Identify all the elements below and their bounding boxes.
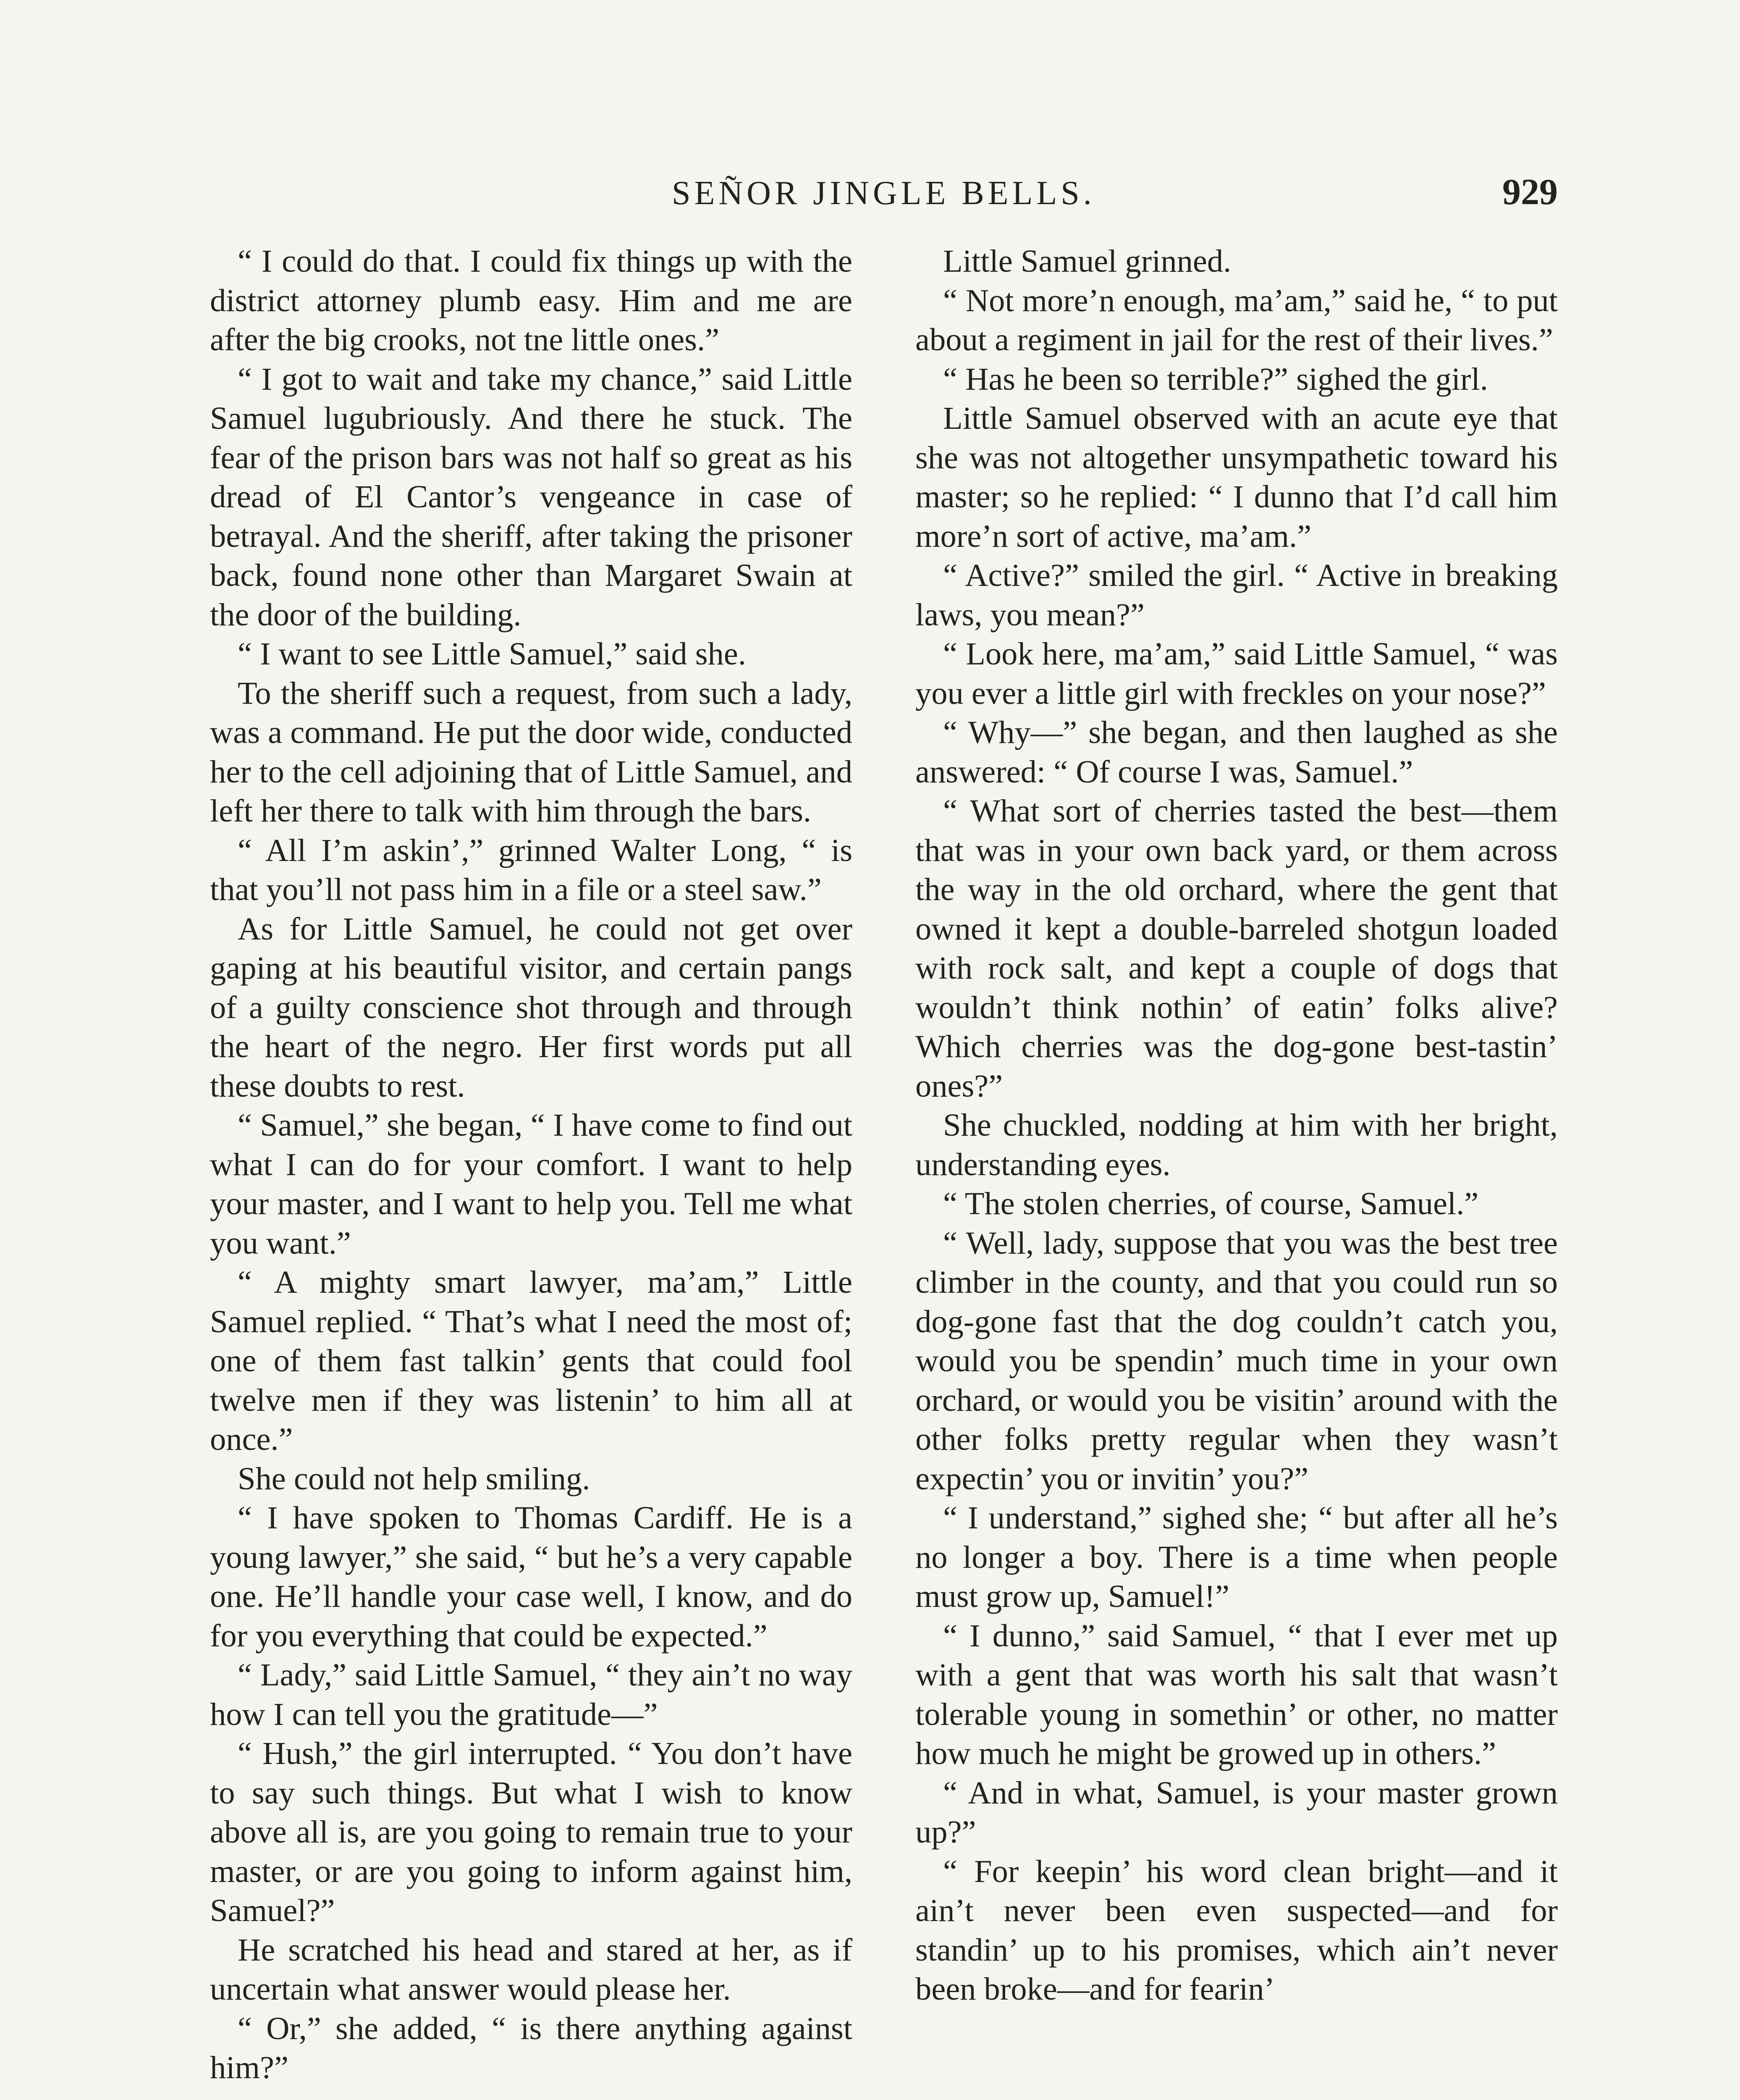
paragraph: “ Active?” smiled the girl. “ Active in breaking laws, you mean?”: [915, 557, 1558, 633]
paragraph: Little Samuel observed with an acute eye that she was not altogether unsympathetic toward his master; so he replied: “ I dunno that I’d call him more’n sort of active, ma’am.”: [915, 400, 1558, 554]
paragraph: “ I could do that. I could fix things up with the district attorney plumb easy. Him and me are after the big crooks, not tne little ones.”: [210, 243, 852, 357]
paragraph: “ I have spoken to Thomas Cardiff. He is a young lawyer,” she said, “ but he’s a very capable one. He’ll handle your case well, I know, and do for you everything that could be expected.”: [210, 1500, 852, 1654]
paragraph: To the sheriff such a request, from such a lady, was a command. He put the door wide, conducted her to the cell adjoining that of Little Samuel, and left her there to talk with him through the bars.: [210, 675, 852, 829]
paragraph: “ What sort of cherries tasted the best—them that was in your own back yard, or them across the way in the old orchard, where the gent that owned it kept a double-barreled shotgun loaded with rock salt, and kept a couple of dogs that wouldn’t think nothin’ of eatin’ folks alive? Which cherries was the dog-gone best-tastin’ ones?”: [915, 793, 1558, 1104]
paragraph: “ I want to see Little Samuel,” said she.: [238, 636, 746, 672]
paragraph: “ Look here, ma’am,” said Little Samuel, “ was you ever a little girl with freckles on your nose?”: [915, 636, 1558, 711]
paragraph: “ For keepin’ his word clean bright—and it ain’t never been even suspected—and for standin’ up to his promises, which ain’t never been broke—and for fearin’: [915, 1853, 1558, 2007]
paragraph: “ Why—” she began, and then laughed as she answered: “ Of course I was, Samuel.”: [915, 714, 1558, 790]
paragraph: “ Not more’n enough, ma’am,” said he, “ to put about a regiment in jail for the rest of their lives.”: [915, 282, 1558, 357]
paragraph: “ The stolen cherries, of course, Samuel.”: [943, 1186, 1479, 1221]
page-header: [210, 172, 1558, 223]
paragraph: “ I understand,” sighed she; “ but after all he’s no longer a boy. There is a time when people must grow up, Samuel!”: [915, 1500, 1558, 1614]
paragraph: She could not help smiling.: [238, 1460, 590, 1496]
paragraph: As for Little Samuel, he could not get over gaping at his beautiful visitor, and certain pangs of a guilty conscience shot through and through the heart of the negro. Her first words put all these doubts to rest.: [210, 911, 852, 1104]
paragraph: “ Samuel,” she began, “ I have come to find out what I can do for your comfort. I want to help your master, and I want to help you. Tell me what you want.”: [210, 1107, 852, 1261]
paragraph: “ I got to wait and take my chance,” said Little Samuel lugubriously. And there he stuck. The fear of the prison bars was not half so great as his dread of El Cantor’s vengeance in case of betrayal. And the sheriff, after taking the prisoner back, found none other than Margaret Swain at the door of the building.: [210, 361, 852, 633]
paragraph: She chuckled, nodding at him with her bright, understanding eyes.: [915, 1107, 1558, 1182]
paragraph: “ Has he been so terrible?” sighed the girl.: [943, 361, 1488, 397]
paragraph: “ All I’m askin’,” grinned Walter Long, “ is that you’ll not pass him in a file or a steel saw.”: [210, 832, 852, 907]
paragraph: “ Or,” she added, “ is there anything against him?”: [210, 2010, 852, 2085]
running-title: SEÑOR JINGLE BELLS.: [672, 175, 1095, 212]
right-column: [915, 242, 1558, 2009]
paragraph: He scratched his head and stared at her, as if uncertain what answer would please her.: [210, 1932, 852, 2007]
paragraph: “ Hush,” the girl interrupted. “ You don’t have to say such things. But what I wish to know above all is, are you going to remain true to your master, or are you going to inform against him, Samuel?”: [210, 1735, 852, 1928]
left-column: [210, 242, 852, 2087]
paragraph: Little Samuel grinned.: [943, 243, 1232, 279]
paragraph: “ And in what, Samuel, is your master grown up?”: [915, 1774, 1558, 1850]
paragraph: “ A mighty smart lawyer, ma’am,” Little Samuel replied. “ That’s what I need the most of; one of them fast talkin’ gents that could fool twelve men if they was listenin’ to him all at once.”: [210, 1264, 852, 1457]
page-number: 929: [1502, 172, 1558, 213]
paragraph: “ Lady,” said Little Samuel, “ they ain’t no way how I can tell you the gratitude—”: [210, 1657, 852, 1732]
paragraph: “ I dunno,” said Samuel, “ that I ever met up with a gent that was worth his salt that wasn’t tolerable young in somethin’ or other, no matter how much he might be growed up in others.”: [915, 1617, 1558, 1771]
paragraph: “ Well, lady, suppose that you was the best tree climber in the county, and that you could run so dog-gone fast that the dog couldn’t catch you, would you be spendin’ much time in your own orchard, or would you be visitin’ around with the other folks pretty regular when they wasn’t expectin’ you or invitin’ you?”: [915, 1225, 1558, 1496]
